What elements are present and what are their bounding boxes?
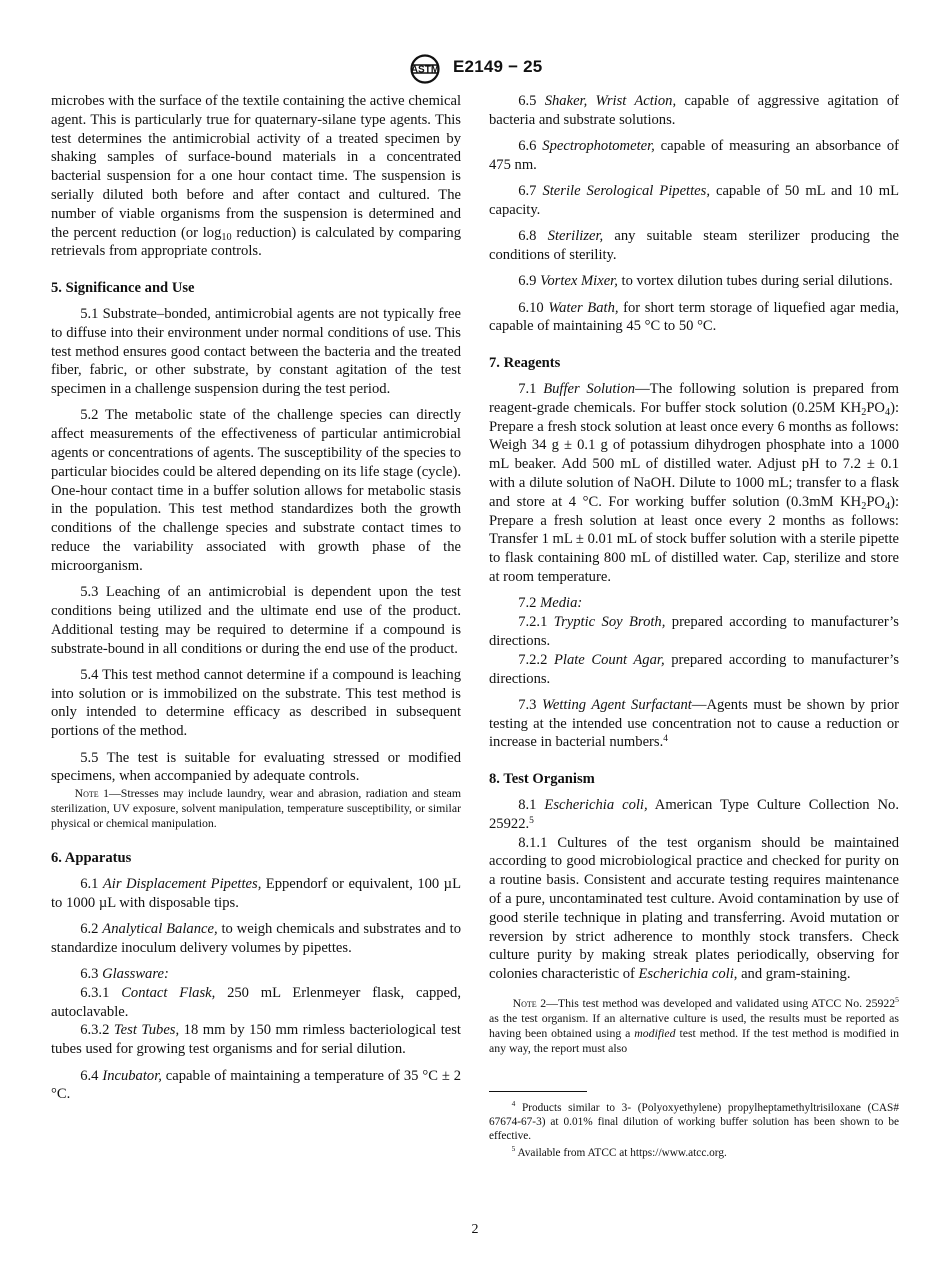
paragraph-5-5: 5.5 The test is suitable for evaluating stressed or modified specimens, when accompanied by adequate controls. (51, 749, 461, 785)
section-heading-apparatus: 6. Apparatus (51, 850, 132, 867)
paragraph-6-9: 6.9 Vortex Mixer, to vortex dilution tubes during serial dilutions. (518, 273, 893, 290)
paragraph-6-5: 6.5 Shaker, Wrist Action, capable of aggressive agitation of bacteria and substrate solutions. (489, 93, 899, 128)
paragraph-7-2-2: 7.2.2 Plate Count Agar, prepared according to manufacturer’s directions. (489, 651, 900, 687)
paragraph-5-1: 5.1 Substrate–bonded, antimicrobial agents are not typically free to diffuse into their environment under normal conditions of use. This test method ensures good contact between the bacteria and the treated fiber, fabric, or other substrate, by constant agitation of the test specimen in a challenge suspension during the test period. (51, 305, 461, 398)
astm-logo-icon (404, 54, 446, 84)
paragraph-6-3-2: 6.3.2 Test Tubes, 18 mm by 150 mm rimless bacteriological test tubes used for growing test organisms and for serial dilution. (51, 1022, 461, 1058)
paragraph-5-2: 5.2 The metabolic state of the challenge species can directly affect measurements of the effectiveness of particular antimicrobial agents or concentrations of agents. The susceptibility of the species to particular biocides could be altered depending on its life stage (cycle). One-hour contact time in a buffer solution allows for metabolic stasis in the population. This test method standardizes both the growth conditions of the challenge species and substrate contact times to reduce the variability associated with growth phase of the microorganism. (51, 407, 461, 574)
section-heading-significance: 5. Significance and Use (51, 280, 195, 297)
paragraph-7-2: 7.2 Media: (518, 595, 583, 612)
section-heading-test-organism: 8. Test Organism (489, 771, 595, 788)
section-heading-reagents: 7. Reagents (489, 355, 561, 372)
paragraph-6-1: 6.1 Air Displacement Pipettes, Eppendorf or equivalent, 100 µL to 1000 µL with disposable tips. (51, 875, 461, 911)
paragraph-6-8: 6.8 Sterilizer, any suitable steam sterilizer producing the conditions of sterility. (489, 228, 899, 264)
paragraph-6-7: 6.7 Sterile Serological Pipettes, capable of 50 mL and 10 mL capacity. (489, 183, 899, 218)
paragraph-7-2-1: 7.2.1 Tryptic Soy Broth, prepared according to manufacturer’s directions. (489, 614, 899, 649)
paragraph-intro: microbes with the surface of the textile containing the active chemical agent. This is particularly true for quaternary-silane type agents. This test determines the antimicrobial activity of a treated specimen by shaking samples of surface-bound materials in a concentrated bacterial suspension for a one hour contact time. The suspension is serially diluted both before and after contact and cultured. The number of viable organisms from the suspension is determined and the percent reduction (or $\log_{10}$ reduction) is calculated by comparing retrievals from appropriate controls. (51, 93, 461, 260)
standard-designation: E2149 − 25 (453, 57, 543, 76)
paragraph-8-1: 8.1 Escherichia coli, American Type Culture Collection No. 25922.$^5$ (489, 797, 899, 832)
paragraph-6-6: 6.6 Spectrophotometer, capable of measuring an absorbance of 475 nm. (489, 138, 899, 173)
footnote-5: $^5$ Available from ATCC at https://www.atcc.org. (511, 1143, 727, 1159)
paragraph-5-3: 5.3 Leaching of an antimicrobial is dependent upon the test conditions being utilized and the ultimate end use of the product. Additional testing may be required to determine if a compound is substrate-bound in all conditions or during the end use of the product. (51, 584, 461, 657)
paragraph-7-3: 7.3 Wetting Agent Surfactant—Agents must be shown by prior testing at the intended use concentration not to cause a reduction or increase in bacterial numbers.$^4$ (489, 696, 899, 751)
paragraph-6-3-1: 6.3.1 Contact Flask, 250 mL Erlenmeyer flask, capped, autoclavable. (51, 984, 461, 1020)
paragraph-6-4: 6.4 Incubator, capable of maintaining a temperature of 35 °C ± 2 °C. (51, 1067, 462, 1103)
paragraph-6-10: 6.10 Water Bath, for short term storage of liquefied agar media, capable of maintaining 45 °C to 50 °C. (489, 299, 899, 335)
paragraph-7-1: 7.1 Buffer Solution—The following solution is prepared from reagent-grade chemicals. For buffer stock solution (0.25M $KH_2PO_4$): Prepare a fresh stock solution at least once every 6 months as follows: Weigh 34 g ± 0.1 g of potassium dihydrogen phosphate into a 1000 mL beaker. Add 500 mL of distilled water. Adjust pH to 7.2 ± 0.1 with a dilute solution of NaOH. Dilute to 1000 mL; transfer to a flask and store at 4 °C. For working buffer solution (0.3mM $KH_2PO_4$): Prepare a fresh solution at least once every 2 months as follows: Transfer 1 mL ± 0.01 mL of stock buffer solution with a sterile pipette to flask containing 800 mL of distilled water. Cap, sterilize and store at room temperature. (489, 381, 900, 586)
paragraph-8-1-1: 8.1.1 Cultures of the test organism should be maintained according to good microbiological practice and checked for purity on a routine basis. Consistent and accurate testing requires maintenance of a pure, uncontaminated test culture. Avoid contamination by use of good sterile technique in plating and transferring. Avoid mutation or reversion by strict adherence to monthly stock transfers. Check culture purity by making streak plates periodically, observing for colonies characteristic of Escherichia coli, and gram-staining. (489, 834, 899, 983)
footnote-4: $^4$ Products similar to 3- (Polyoxyethylene) propylheptamethyltrisiloxane (CAS# 67674-67-3) at 0.01% final dilution of working buffer solution has been shown to be effective. (489, 1098, 899, 1143)
page-header (0, 54, 950, 84)
left-column (51, 92, 461, 1112)
note-1: Note 1—Stresses may include laundry, wear and abrasion, radiation and steam sterilization, UV exposure, solvent manipulation, temperature susceptibility, or similar physical or chemical manipulation. (51, 786, 461, 831)
note-2: Note 2—This test method was developed and validated using ATCC No. 25922$^5$ as the test organism. If an alternative culture is used, the results must be reported as having been obtained using a modified test method. If the test method is modified in any way, the report must also (489, 994, 899, 1055)
paragraph-5-4: 5.4 This test method cannot determine if a compound is leaching into solution or is immobilized on the substrate. This test method is only intended to determine efficacy as described in subsequent portions of the method. (51, 666, 461, 740)
svg-text:ASTM: ASTM (410, 64, 440, 76)
paragraph-6-2: 6.2 Analytical Balance, to weigh chemicals and substrates and to standardize inoculum delivery volumes by pipettes. (51, 920, 462, 956)
footnote-divider (489, 1091, 587, 1092)
paragraph-6-3: 6.3 Glassware: (80, 966, 169, 983)
right-column (489, 92, 899, 1162)
page-number: 2 (471, 1222, 479, 1237)
